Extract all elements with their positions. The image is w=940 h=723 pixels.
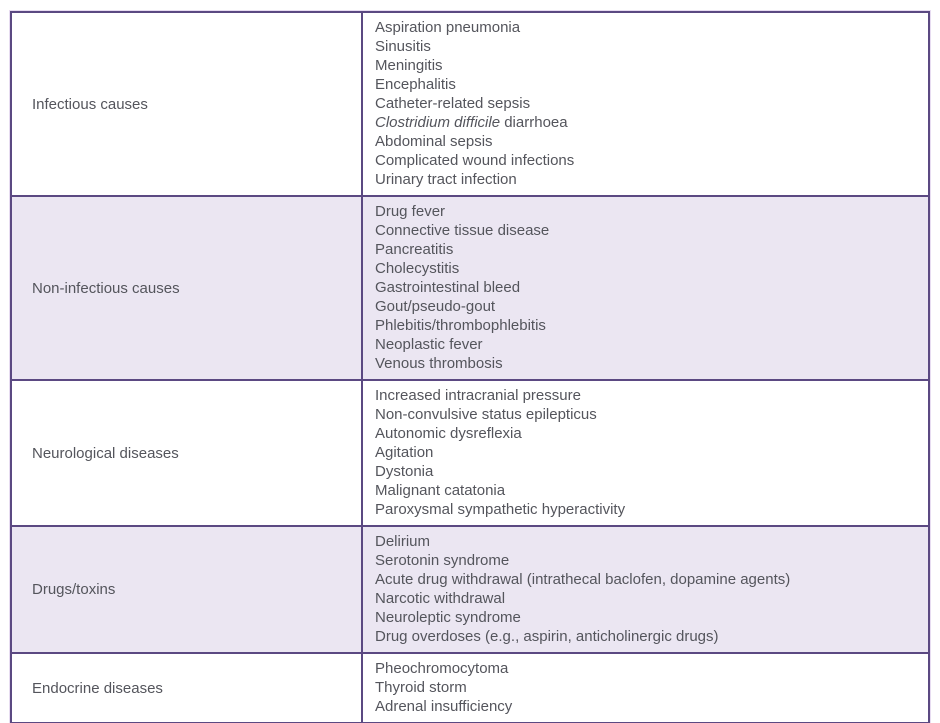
list-item: Drug fever [375, 203, 446, 220]
list-item: Malignant catatonia [375, 482, 506, 499]
list-item: Acute drug withdrawal (intrathecal baclofen, dopamine agents) [375, 571, 791, 588]
table-row [12, 13, 928, 195]
list-item: Venous thrombosis [375, 355, 503, 372]
table-row [12, 525, 928, 652]
list-item: Connective tissue disease [375, 222, 550, 239]
items-cell [361, 654, 928, 722]
category-label: Non-infectious causes [32, 279, 180, 297]
table-row [12, 652, 928, 722]
list-item: Paroxysmal sympathetic hyperactivity [375, 501, 626, 518]
category-cell [12, 654, 361, 722]
list-item: Complicated wound infections [375, 152, 575, 169]
list-item: Non-convulsive status epilepticus [375, 406, 597, 423]
list-item: Meningitis [375, 57, 443, 74]
items-cell [361, 527, 928, 652]
category-cell [12, 197, 361, 379]
list-item: Serotonin syndrome [375, 552, 510, 569]
list-item: Aspiration pneumonia [375, 19, 521, 36]
list-item: Cholecystitis [375, 260, 460, 277]
table-row [12, 379, 928, 525]
list-item: Increased intracranial pressure [375, 387, 581, 404]
category-label: Neurological diseases [32, 444, 179, 462]
list-item: Drug overdoses (e.g., aspirin, anticholinergic drugs) [375, 628, 719, 645]
table-row [12, 195, 928, 379]
italic-term: Clostridium difficile [375, 114, 501, 131]
list-item: Pheochromocytoma [375, 660, 509, 677]
list-item: Delirium [375, 533, 431, 550]
category-cell [12, 527, 361, 652]
category-label: Endocrine diseases [32, 679, 163, 697]
list-item: Gout/pseudo-gout [375, 298, 496, 315]
category-cell [12, 13, 361, 195]
items-cell [361, 13, 928, 195]
list-item: Abdominal sepsis [375, 133, 493, 150]
list-item: Autonomic dysreflexia [375, 425, 522, 442]
list-item: Urinary tract infection [375, 171, 517, 188]
fever-causes-table [10, 11, 930, 723]
category-label: Infectious causes [32, 95, 148, 113]
list-item: Encephalitis [375, 76, 456, 93]
list-item: Neuroleptic syndrome [375, 609, 521, 626]
list-item: Catheter-related sepsis [375, 95, 531, 112]
list-item: Sinusitis [375, 38, 431, 55]
list-item: Adrenal insufficiency [375, 698, 513, 715]
list-item: Gastrointestinal bleed [375, 279, 521, 296]
list-item: Neoplastic fever [375, 336, 483, 353]
list-item [375, 113, 916, 132]
list-item: Dystonia [375, 463, 434, 480]
list-item: Narcotic withdrawal [375, 590, 506, 607]
list-item: Agitation [375, 444, 434, 461]
category-label: Drugs/toxins [32, 581, 116, 598]
list-item: Phlebitis/thrombophlebitis [375, 317, 546, 334]
items-cell [361, 197, 928, 379]
items-cell [361, 381, 928, 525]
text-segment: diarrhoea [500, 114, 568, 131]
list-item: Thyroid storm [375, 679, 467, 696]
list-item: Pancreatitis [375, 241, 454, 258]
category-cell [12, 381, 361, 525]
